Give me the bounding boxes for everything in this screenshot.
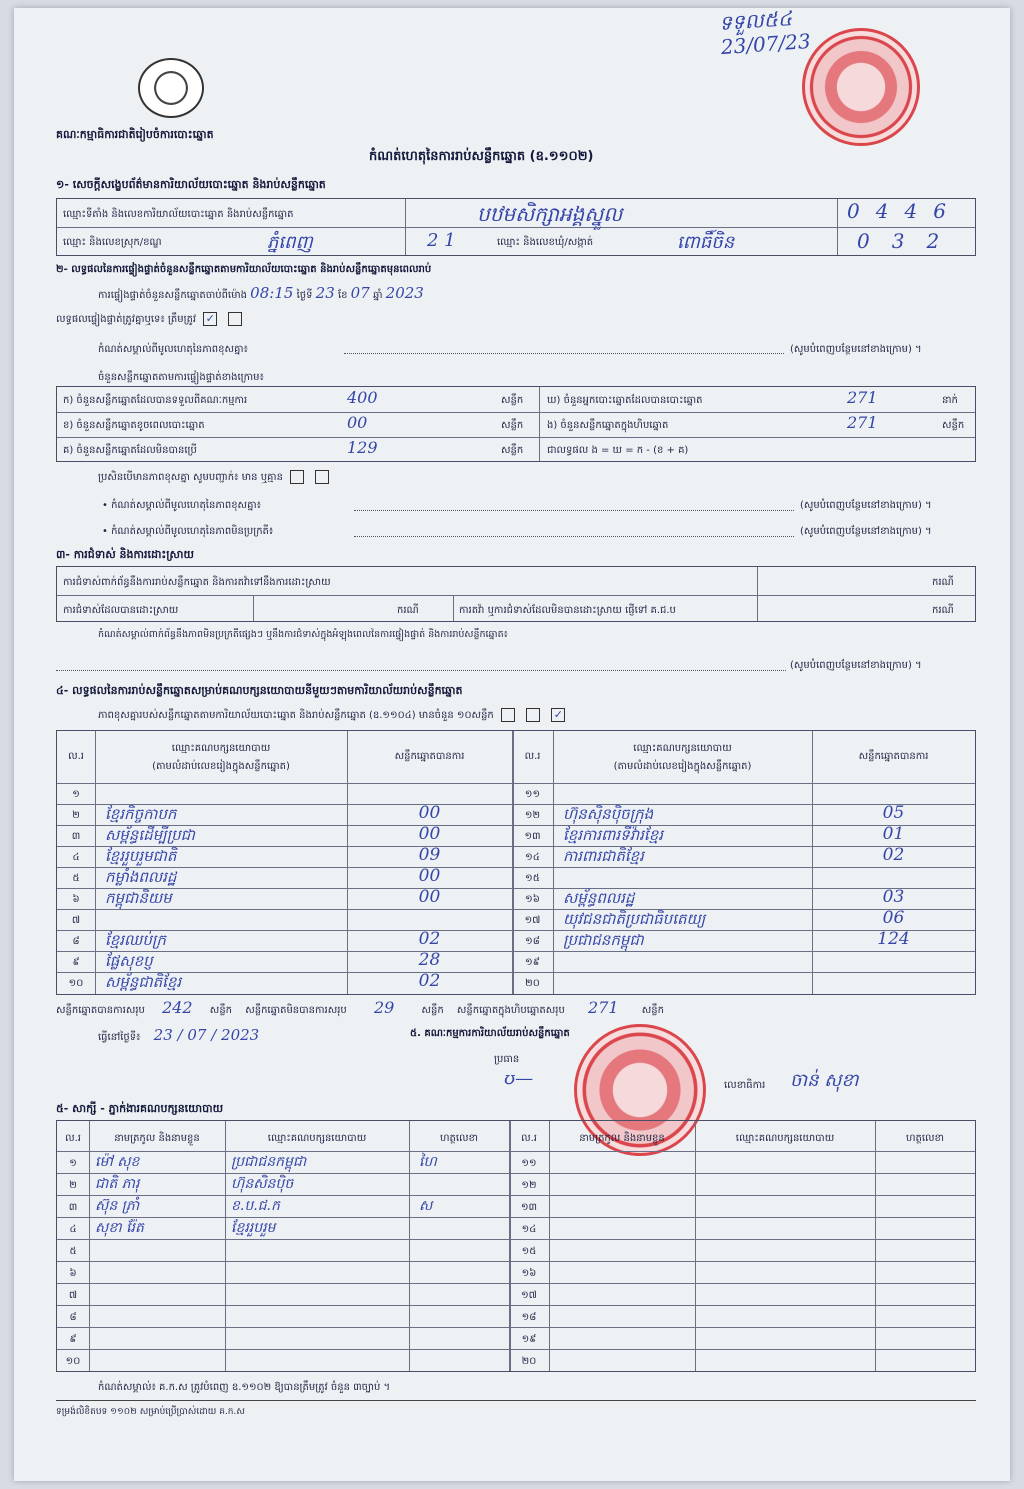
objection-row2a: ការជំទាស់ដែលបានដោះស្រាយ <box>63 605 179 616</box>
footer-bottom: ទម្រង់លិខិតបទ ១១០២ សម្រាប់ប្រើប្រាស់ដោយ គ.ក.ស <box>56 1407 245 1417</box>
commune-code <box>857 229 939 253</box>
results-header-no-right: ល.រ <box>524 751 541 762</box>
table-row <box>57 1195 975 1196</box>
witness-header-party-right: ឈ្មោះគណបក្សនយោបាយ <box>735 1133 835 1144</box>
year-label: ឆ្នាំ <box>372 290 383 301</box>
row-number: ១៦ <box>525 894 540 905</box>
table-row <box>57 783 975 784</box>
row-number: ៩ <box>69 1334 77 1345</box>
counts-box <box>56 386 976 462</box>
s2-note-line <box>344 353 784 354</box>
row-number: ៦ <box>69 1268 77 1279</box>
row-number: ១១ <box>524 789 541 800</box>
count-label: ជាលទ្ធផល ង = ឃ = ក - (ខ + គ) <box>547 445 689 456</box>
party-name: កម្លាំងពលរដ្ឋ <box>105 868 177 886</box>
results-header-party-right: ឈ្មោះគណបក្សនយោបាយ <box>633 743 732 754</box>
party-name: ប្រជាជនកម្ពុជា <box>563 931 644 949</box>
count-unit: សន្លឹក <box>942 420 965 431</box>
witness-table <box>56 1120 976 1372</box>
objection-row2b: ការតវ៉ា ឬការជំទាស់ដែលមិនបានដោះស្រាយ ផ្ញើទៅ គ.ជ.ប <box>459 605 676 616</box>
count-label: ក) ចំនួនសន្លឹកឆ្នោតដែលបានទទួលពីគណៈកម្មការ <box>63 395 248 406</box>
objection-row1: ការជំទាស់ពាក់ព័ន្ធនឹងការរាប់សន្លឹកឆ្នោត និងការតវ៉ាទៅនឹងការដោះស្រាយ <box>63 577 331 588</box>
bullet1: • កំណត់សម្គាល់ពីមូលហេតុនៃភាពខុសគ្នា៖ <box>102 500 261 511</box>
row-number: ១៦ <box>521 1268 537 1279</box>
sign-date-line <box>98 1026 259 1045</box>
month-label: ខែ <box>337 290 348 301</box>
row-number: ១ <box>72 789 80 800</box>
s2-note-tail: (សូមបំពេញបន្ថែមនៅខាងក្រោម) ។ <box>790 344 922 355</box>
chair-signature: ʊ— <box>504 1068 534 1089</box>
table-row <box>57 1239 975 1240</box>
code-digit: 0 <box>857 229 870 253</box>
diff-no-checkbox[interactable] <box>315 470 329 484</box>
row-number: ១៣ <box>524 831 541 842</box>
footer-note: កំណត់សម្គាល់៖ គ.ក.ស ត្រូវបំពេញ ឧ.១១០២ ឱ្យបានត្រឹមត្រូវ ចំនួន ៣ច្បាប់ ។ <box>98 1382 391 1393</box>
party-name: កម្ពុជានិយម <box>105 889 172 907</box>
row-number: ១១ <box>521 1158 537 1169</box>
objection-box <box>56 566 976 622</box>
row-number: ៧ <box>71 915 81 926</box>
row-number: ១៩ <box>525 957 540 968</box>
party-name: ផ្លែសុខប្ញ <box>105 952 153 970</box>
row-number: ២០ <box>525 978 540 989</box>
district-label: ឈ្មោះ និងលេខស្រុក/ខណ្ឌ <box>63 237 162 248</box>
chair-label: ប្រធាន <box>494 1054 520 1065</box>
count-unit: សន្លឹក <box>501 445 524 456</box>
place-code <box>847 199 946 223</box>
table-row <box>57 1283 975 1284</box>
sign-date-label: ធ្វើនៅថ្ងៃទី៖ <box>98 1032 141 1043</box>
party-votes: 00 <box>418 824 441 844</box>
official-seal-top <box>802 28 920 146</box>
sign-date-value: 23 / 07 / 2023 <box>153 1026 260 1044</box>
count-label: ង) ចំនួនសន្លឹកឆ្នោតក្នុងហិបឆ្នោត <box>547 420 669 431</box>
row-number: ៣ <box>71 831 81 842</box>
receipt-number: ទទួល៥៤ <box>718 6 793 36</box>
diff-yes-checkbox[interactable] <box>290 470 304 484</box>
count-value: 271 <box>847 413 878 432</box>
form-title: កំណត់ហេតុនៃការរាប់សន្លឹកឆ្នោត (ឧ.១១០២) <box>369 149 594 164</box>
party-name: ខ្មែររួបរួមជាតិ <box>105 847 177 865</box>
time-line <box>98 284 424 303</box>
s4-checkbox-2[interactable] <box>526 708 540 722</box>
total-box-unit: សន្លឹក <box>641 1005 664 1016</box>
bullet1-line <box>354 510 794 511</box>
section4-title: ៤- លទ្ធផលនៃការរាប់សន្លឹកឆ្នោតសម្រាប់គណបក្សនយោបាយនីមួយៗតាមការិយាល័យរាប់សន្លឹកឆ្នោត <box>56 684 463 697</box>
bullet2-text: កំណត់សម្គាល់ពីមូលហេតុនៃភាពមិនប្រក្រតី៖ <box>111 526 274 537</box>
committee-name: គណៈកម្មាធិការជាតិរៀបចំការបោះឆ្នោត <box>56 128 214 141</box>
table-row <box>57 1173 975 1174</box>
year-value: 2023 <box>385 284 424 302</box>
witness-party: ហ៊ុនសិនប៉ិច <box>231 1176 294 1192</box>
match-checkbox[interactable]: ✓ <box>203 312 217 326</box>
table-row <box>57 1261 975 1262</box>
row-number: ២ <box>69 1180 77 1191</box>
row-number: ១០ <box>68 978 84 989</box>
day-label: ថ្ងៃទី <box>296 290 313 301</box>
district-code: 2 1 <box>427 230 456 251</box>
row-number: ១៩ <box>521 1334 537 1345</box>
s2-note-label: កំណត់សម្គាល់ពីមូលហេតុនៃភាពខុសគ្នា៖ <box>98 344 248 355</box>
s3-note: កំណត់សម្គាល់ពាក់ព័ន្ធនឹងភាពមិនប្រក្រតីផ្សេងៗ ឬនឹងការជំទាស់ក្នុងអំឡុងពេលនៃការផ្ទៀងផ្ទាត់ និងការរាប់សន្លឹកឆ្នោត៖ <box>98 629 508 640</box>
witness-header-sign-right: ហត្ថលេខា <box>905 1133 945 1144</box>
mismatch-checkbox[interactable] <box>228 312 242 326</box>
party-name: សម្ព័ន្ធពលរដ្ឋ <box>563 889 635 907</box>
party-votes: 02 <box>882 845 905 865</box>
party-name: ការពារជាតិខ្មែរ <box>563 847 644 865</box>
count-label: គ) ចំនួនសន្លឹកឆ្នោតដែលមិនបានប្រើ <box>63 445 197 456</box>
receipt-date: 23/07/23 <box>720 28 812 60</box>
row-number: ១ <box>69 1158 77 1169</box>
total-box: 271 <box>588 998 619 1017</box>
row-number: ២ <box>72 810 80 821</box>
s2-intro: ចំនួនសន្លឹកឆ្នោតតាមការផ្ទៀងផ្ទាត់ខាងក្រោម៖ <box>98 372 264 383</box>
emblem-icon <box>138 58 204 118</box>
party-votes: 05 <box>882 803 905 823</box>
commune-label: ឈ្មោះ និងលេខឃុំ/សង្កាត់ <box>497 237 594 248</box>
witness-name: ជាតិ ភារុ <box>95 1176 140 1192</box>
row-number: ១៤ <box>525 852 540 863</box>
count-label: ឃ) ចំនួនអ្នកបោះឆ្នោតដែលបានបោះឆ្នោត <box>547 395 703 406</box>
party-votes: 02 <box>418 971 441 991</box>
results-header-votes-right: សន្លឹកឆ្នោតបានការ <box>858 751 929 762</box>
party-votes: 01 <box>882 824 905 844</box>
party-name: ខ្មែរឈប់ក្រ <box>105 931 166 949</box>
party-name: សម្ព័ន្ធជាតិខ្មែរ <box>105 973 182 991</box>
row-number: ១២ <box>524 810 541 821</box>
total-invalid-unit: សន្លឹក <box>421 1005 444 1016</box>
party-name: សម្ព័ន្ធដើម្បីប្រជា <box>105 826 195 844</box>
code-digit: 3 <box>891 229 905 253</box>
bullet2-line <box>354 536 794 537</box>
party-name: ខ្មែរកិច្ចកាបក <box>105 805 177 823</box>
count-value: 129 <box>347 438 378 457</box>
table-row <box>57 1151 975 1152</box>
month-value: 07 <box>350 284 370 302</box>
bullet2: • កំណត់សម្គាល់ពីមូលហេតុនៃភាពមិនប្រក្រតី៖ <box>102 526 274 537</box>
s4-line-text: ភាពខុសគ្នារបស់សន្លឹកឆ្នោតតាមការិយាល័យបោះឆ្នោត និងរាប់សន្លឹកឆ្នោត (ឧ.១១០៤) មានចំនួន ១០សន្លឹក <box>98 710 494 721</box>
objection-row1-unit: ករណី <box>932 577 954 588</box>
row-number: ៩ <box>72 957 80 968</box>
section1-title: ១- សេចក្ដីសង្ខេបព័ត៌មានការិយាល័យបោះឆ្នោត និងរាប់សន្លឹកឆ្នោត <box>56 178 326 191</box>
count-value: 00 <box>347 413 368 432</box>
code-digit: 0 <box>847 199 860 223</box>
secretary-label: លេខាធិការ <box>724 1080 766 1091</box>
code-digit: 4 <box>904 199 918 223</box>
s4-line <box>98 708 569 723</box>
code-digit: 6 <box>933 199 946 223</box>
row-number: ១៣ <box>520 1202 538 1213</box>
witness-header-no: ល.រ <box>65 1133 81 1144</box>
s4-checkbox-3[interactable]: ✓ <box>551 708 565 722</box>
witness-name: ម៉ៅ សុខ <box>95 1154 140 1170</box>
total-valid-label: សន្លឹកឆ្នោតបានការសរុប <box>56 1005 145 1016</box>
row-number: ៧ <box>68 1290 78 1301</box>
totals-line <box>56 998 664 1018</box>
party-name: ខ្មែរការពារទីវ៉ារខ្មែរ <box>563 826 663 844</box>
table-row <box>57 951 975 952</box>
witness-header-sign: ហត្ថលេខា <box>439 1133 479 1144</box>
time-label: ការផ្ទៀងផ្ទាត់ចំនួនសន្លឹកឆ្នោតចាប់ពីម៉ោង <box>98 290 247 301</box>
count-unit: សន្លឹក <box>501 395 524 406</box>
row-number: ១០ <box>65 1356 81 1367</box>
place-value: បឋមសិក្សាអង្គស្នួល <box>477 202 623 226</box>
table-row <box>57 1327 975 1328</box>
table-row <box>57 1217 975 1218</box>
total-invalid-label: សន្លឹកឆ្នោតមិនបានការសរុប <box>245 1005 347 1016</box>
diff-line <box>98 470 333 485</box>
party-votes: 03 <box>882 887 905 907</box>
row-number: ៦ <box>72 894 80 905</box>
row-number: ១៨ <box>521 1312 537 1323</box>
day-value: 23 <box>315 284 335 302</box>
witness-name: ស៊ុន ភ្រាំ <box>95 1198 140 1214</box>
row-number: ៤ <box>69 1224 77 1235</box>
s3-note-line <box>56 670 786 671</box>
party-votes: 00 <box>418 803 441 823</box>
witness-signature: ហៃ <box>419 1154 437 1170</box>
party-votes: 28 <box>418 950 441 970</box>
party-votes: 00 <box>418 887 441 907</box>
section2-title: ២- លទ្ធផលនៃការផ្ទៀងផ្ទាត់ចំនួនសន្លឹកឆ្នោតតាមការិយាល័យបោះឆ្នោត និងរាប់សន្លឹកឆ្នោតមុនពេលរាប់ <box>56 264 432 275</box>
form-paper <box>14 8 1010 1481</box>
party-votes: 06 <box>882 908 905 928</box>
witness-header-no-right: ល.រ <box>521 1133 537 1144</box>
party-votes: 09 <box>418 845 441 865</box>
results-header-party-sub: (តាមលំដាប់លេខរៀងក្នុងសន្លឹកឆ្នោត) <box>152 761 290 772</box>
witness-header-name: នាមត្រកូល និងនាមខ្លួន <box>114 1133 200 1144</box>
results-header-no: ល.រ <box>68 751 84 762</box>
district-value: ភ្នំពេញ <box>267 232 313 253</box>
party-name: ហ៊ុនស៊ិនប៉ិចក្រុង <box>563 805 654 823</box>
witness-party: ខ្មែររួបរួម <box>231 1220 276 1236</box>
receipt-note <box>718 5 811 59</box>
row-number: ១៤ <box>521 1224 537 1235</box>
row-number: ៥ <box>72 873 80 884</box>
table-row <box>57 1305 975 1306</box>
bullet1-tail: (សូមបំពេញបន្ថែមនៅខាងក្រោម) ។ <box>800 500 932 511</box>
section1-box <box>56 198 976 256</box>
total-valid: 242 <box>162 998 193 1017</box>
diff-text: ប្រសិនបើមានភាពខុសគ្នា សូមបញ្ជាក់៖ មាន ឬគ្មាន <box>98 472 283 483</box>
row-number: ៣ <box>68 1202 78 1213</box>
results-header-party-sub-right: (តាមលំដាប់លេខរៀងក្នុងសន្លឹកឆ្នោត) <box>613 761 752 772</box>
bullet2-tail: (សូមបំពេញបន្ថែមនៅខាងក្រោម) ។ <box>800 526 932 537</box>
total-invalid: 29 <box>373 998 395 1017</box>
row-number: ១២ <box>521 1180 537 1191</box>
code-digit: 4 <box>875 199 889 223</box>
party-votes: 02 <box>418 929 441 949</box>
row-number: ៨ <box>69 1312 77 1323</box>
secretary-signature: ចាន់ សុខា <box>790 1070 859 1091</box>
results-header-votes: សន្លឹកឆ្នោតបានការ <box>394 751 465 762</box>
party-votes: 124 <box>877 929 910 949</box>
results-header-party: ឈ្មោះគណបក្សនយោបាយ <box>171 743 271 754</box>
row-number: ៨ <box>72 936 80 947</box>
counting-committee: ៥. គណៈកម្មការការិយាល័យរាប់សន្លឹកឆ្នោត <box>410 1028 570 1039</box>
s4-checkbox-1[interactable] <box>501 708 515 722</box>
match-line <box>56 312 246 327</box>
count-value: 271 <box>847 388 878 407</box>
witness-name: សុខា រ៉ែត <box>95 1220 144 1236</box>
witness-signature: ស <box>419 1198 433 1214</box>
objection-row2b-unit: ករណី <box>932 605 954 616</box>
witness-header-name-right: នាមត្រកូល និងនាមខ្លួន <box>579 1133 665 1144</box>
table-row <box>57 867 975 868</box>
code-digit: 2 <box>926 229 940 253</box>
footer-divider <box>56 1400 976 1401</box>
row-number: ១៧ <box>521 1290 537 1301</box>
count-value: 400 <box>347 388 378 407</box>
bullet1-text: កំណត់សម្គាល់ពីមូលហេតុនៃភាពខុសគ្នា៖ <box>111 500 261 511</box>
row-number: ១៥ <box>525 873 540 884</box>
witness-header-party: ឈ្មោះគណបក្សនយោបាយ <box>267 1133 367 1144</box>
row-number: ៤ <box>72 852 80 863</box>
count-unit: សន្លឹក <box>501 420 524 431</box>
row-number: ៥ <box>69 1246 77 1257</box>
results-table <box>56 730 976 995</box>
row-number: ១៨ <box>525 936 540 947</box>
s3-tail: (សូមបំពេញបន្ថែមនៅខាងក្រោម) ។ <box>790 660 922 671</box>
row-number: ១៧ <box>524 915 541 926</box>
total-box-label: សន្លឹកឆ្នោតក្នុងហិបឆ្នោតសរុប <box>456 1005 565 1016</box>
row-number: ១៥ <box>521 1246 537 1257</box>
section3-title: ៣- ការជំទាស់ និងការដោះស្រាយ <box>56 548 194 561</box>
witness-party: ប្រជាជនកម្ពុជា <box>231 1154 307 1170</box>
count-label: ខ) ចំនួនសន្លឹកឆ្នោតខូចពេលបោះឆ្នោត <box>63 420 205 431</box>
place-label: ឈ្មោះទីតាំង និងលេខការិយាល័យបោះឆ្នោត និងរាប់សន្លឹកឆ្នោត <box>63 209 294 220</box>
row-number: ២០ <box>521 1356 537 1367</box>
table-row <box>57 972 975 973</box>
commune-value: ពោធិ៍ចិន <box>677 232 735 253</box>
party-name: យុវជនជាតិប្រជាធិបតេយ្យ <box>563 910 706 928</box>
section5-title: ៥- សាក្សី - ភ្នាក់ងារគណបក្សនយោបាយ <box>56 1102 224 1115</box>
witness-party: ខ.ប.ជ.ក <box>231 1198 280 1214</box>
time-value: 08:15 <box>250 284 294 302</box>
count-unit: នាក់ <box>942 395 958 406</box>
objection-row2a-unit: ករណី <box>397 605 419 616</box>
table-row <box>57 1349 975 1350</box>
party-votes: 00 <box>418 866 441 886</box>
match-text: លទ្ធផលផ្ទៀងផ្ទាត់ត្រូវគ្នាឬទេ៖ ត្រឹមត្រូវ <box>56 314 197 325</box>
total-valid-unit: សន្លឹក <box>209 1005 233 1016</box>
